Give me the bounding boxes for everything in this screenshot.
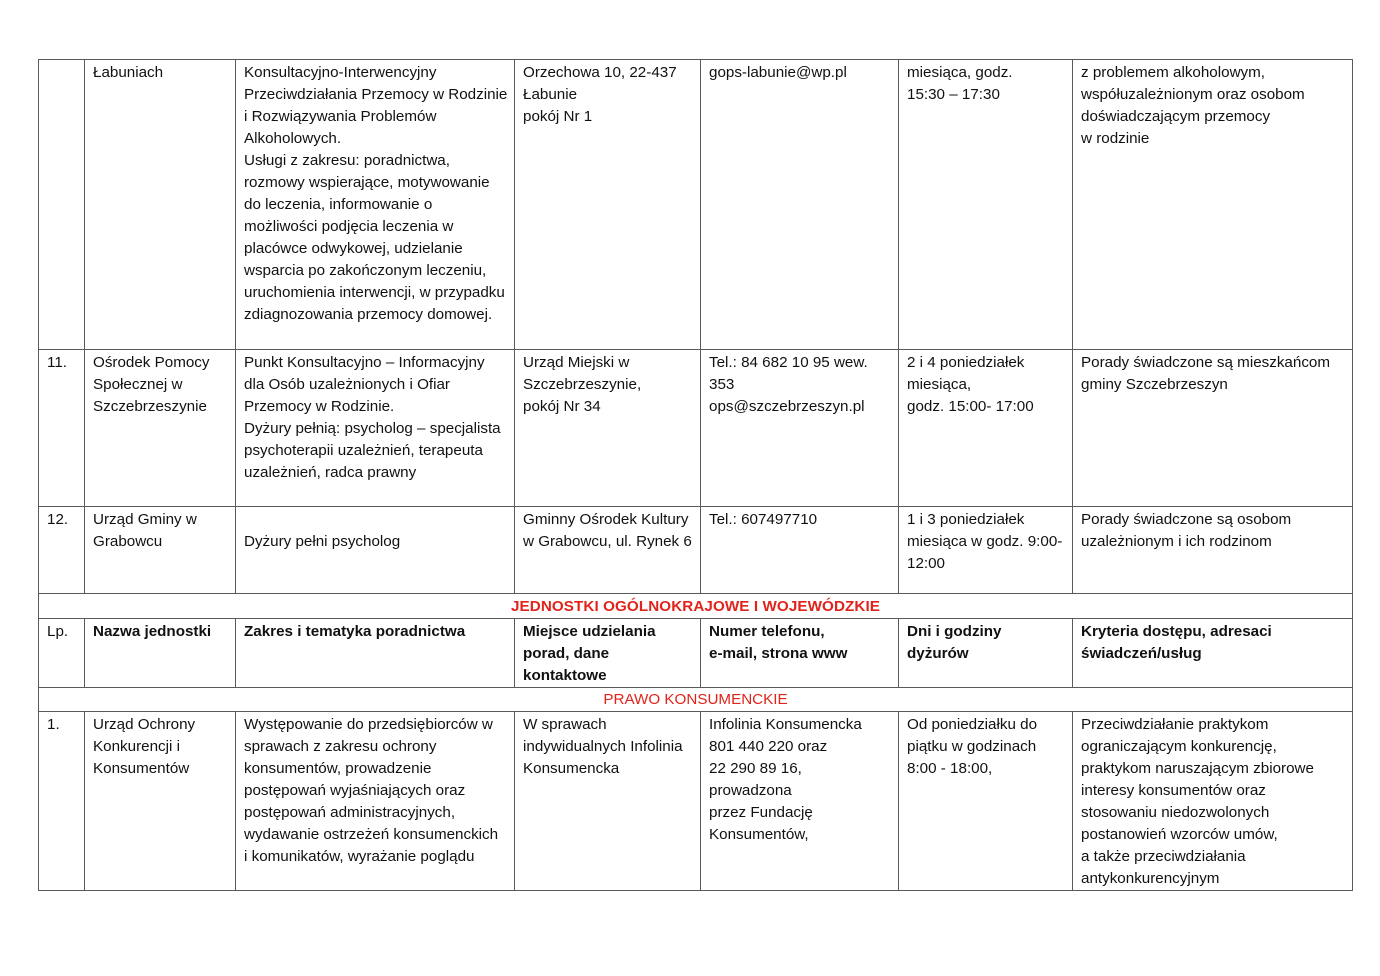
row-number: 1. xyxy=(39,712,85,891)
services-table xyxy=(38,59,1353,891)
subsection-heading-row xyxy=(39,688,1353,712)
section-heading: JEDNOSTKI OGÓLNOKRAJOWE I WOJEWÓDZKIE xyxy=(39,594,1353,619)
table-row xyxy=(39,712,1353,891)
unit-name: Urząd Gminy w Grabowcu xyxy=(85,507,236,594)
hours-text: miesiąca, godz. 15:30 – 17:30 xyxy=(899,60,1073,350)
place-text: Gminny Ośrodek Kultury w Grabowcu, ul. Rynek 6 xyxy=(515,507,701,594)
place-text: Urząd Miejski w Szczebrzeszynie, pokój Nr 34 xyxy=(515,350,701,507)
criteria-text: Porady świadczone są osobom uzależnionym i ich rodzinom xyxy=(1073,507,1353,594)
place-text: W sprawach indywidualnych Infolinia Konsumencka xyxy=(515,712,701,891)
contact-text: Tel.: 607497710 xyxy=(701,507,899,594)
criteria-text: z problemem alkoholowym, współuzależnionym oraz osobom doświadczającym przemocy w rodzinie xyxy=(1073,60,1353,350)
table-row xyxy=(39,60,1353,350)
table-header-row xyxy=(39,619,1353,688)
hours-text: 1 i 3 poniedziałek miesiąca w godz. 9:00-12:00 xyxy=(899,507,1073,594)
unit-name: Ośrodek Pomocy Społecznej w Szczebrzeszynie xyxy=(85,350,236,507)
row-number xyxy=(39,60,85,350)
section-heading-row xyxy=(39,594,1353,619)
contact-text: gops-labunie@wp.pl xyxy=(701,60,899,350)
contact-text: Tel.: 84 682 10 95 wew. 353 ops@szczebrzeszyn.pl xyxy=(701,350,899,507)
header-place: Miejsce udzielania porad, dane kontaktowe xyxy=(515,619,701,688)
hours-text: 2 i 4 poniedziałek miesiąca, godz. 15:00- 17:00 xyxy=(899,350,1073,507)
header-criteria: Kryteria dostępu, adresaci świadczeń/usług xyxy=(1073,619,1353,688)
scope-text: Występowanie do przedsiębiorców w sprawach z zakresu ochrony konsumentów, prowadzenie postępowań wyjaśniających oraz postępowań administracyjnych, wydawanie ostrzeżeń konsumenckich i komunikatów, wyrażanie poglądu xyxy=(236,712,515,891)
scope-text: Punkt Konsultacyjno – Informacyjny dla Osób uzależnionych i Ofiar Przemocy w Rodzinie. Dyżury pełnią: psycholog – specjalista psychoterapii uzależnień, terapeuta uzależnień, radca prawny xyxy=(236,350,515,507)
hours-text: Od poniedziałku do piątku w godzinach 8:00 - 18:00, xyxy=(899,712,1073,891)
row-number: 11. xyxy=(39,350,85,507)
table-row xyxy=(39,350,1353,507)
header-hours: Dni i godziny dyżurów xyxy=(899,619,1073,688)
place-text: Orzechowa 10, 22-437 Łabunie pokój Nr 1 xyxy=(515,60,701,350)
subsection-heading: PRAWO KONSUMENCKIE xyxy=(39,688,1353,712)
header-unit: Nazwa jednostki xyxy=(85,619,236,688)
header-lp: Lp. xyxy=(39,619,85,688)
contact-text: Infolinia Konsumencka 801 440 220 oraz 22 290 89 16, prowadzona przez Fundację Konsumentów, xyxy=(701,712,899,891)
row-number: 12. xyxy=(39,507,85,594)
header-contact: Numer telefonu, e-mail, strona www xyxy=(701,619,899,688)
header-scope: Zakres i tematyka poradnictwa xyxy=(236,619,515,688)
table-row xyxy=(39,507,1353,594)
criteria-text: Porady świadczone są mieszkańcom gminy Szczebrzeszyn xyxy=(1073,350,1353,507)
scope-text: Konsultacyjno-Interwencyjny Przeciwdziałania Przemocy w Rodzinie i Rozwiązywania Problemów Alkoholowych. Usługi z zakresu: poradnictwa, rozmowy wspierające, motywowanie do leczenia, informowanie o możliwości podjęcia leczenia w placówce odwykowej, udzielanie wsparcia po zakończonym leczeniu, uruchomienia interwencji, w przypadku zdiagnozowania przemocy domowej. xyxy=(236,60,515,350)
scope-text: Dyżury pełni psycholog xyxy=(236,507,515,594)
criteria-text: Przeciwdziałanie praktykom ograniczającym konkurencję, praktykom naruszającym zbiorowe interesy konsumentów oraz stosowaniu niedozwolonych postanowień wzorców umów, a także przeciwdziałania antykonkurencyjnym xyxy=(1073,712,1353,891)
unit-name: Urząd Ochrony Konkurencji i Konsumentów xyxy=(85,712,236,891)
unit-name: Łabuniach xyxy=(85,60,236,350)
